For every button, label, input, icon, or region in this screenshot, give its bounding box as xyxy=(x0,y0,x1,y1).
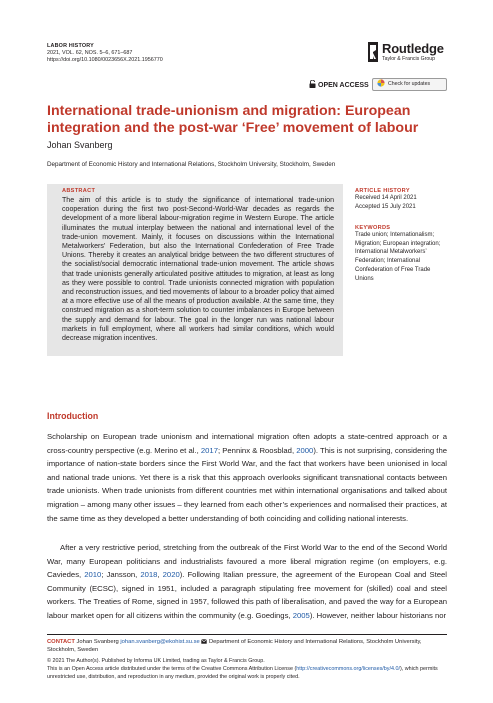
intro-p2-text-c: ). Following Italian pressure, the agreement of the European Coal and Steel Community (ECSC), signed in 1951, included a paragraph stipulating free movement for (skilled) coal and steel workers. The Treaties of Rome, signed in 1957, followed this path of liberalisation, and paved the way for a European labour market open for all citizens within the community (e.g. Goedings, xyxy=(47,570,447,620)
accepted-date: Accepted 15 July 2021 xyxy=(355,203,416,210)
routledge-logo-icon xyxy=(368,42,378,62)
check-updates-label: Check for updates xyxy=(388,81,431,87)
publisher-name: Routledge xyxy=(382,41,444,56)
open-access-lock-icon xyxy=(309,80,316,88)
abstract-text: The aim of this article is to study the significance of international trade-union cooperation during the first two post-Second-World-War decades as regards the development of a more liberal labour-migration regime in Western Europe. The article illuminates the mutual interplay between the national and international level of the trade-union movement. Mainly, it focuses on discussions within the International Metalworkers’ Federation, but also the International Confederation of Free Trade Unions. Thereby it creates an analytical bridge between the two different structures of the socialist/social democratic international trade-union movement. The article shows that trade unionists generally articulated positive attitudes to migration, at least as long as they were possible to control. Trade unionists connected migration with population and reconstruction issues, and tied movements of labour to a broader policy that aimed at a more effective use of all the means of production available. At the same time, they construed migration as a short-term solution to counter imbalances in Europe between the supply and demand for labour. The goal in the longer run was national labour markets in full employment, where all workers had similar conditions, which would decrease migration incentives. xyxy=(62,197,334,343)
license-link[interactable]: http://creativecommons.org/licenses/by/4.0/ xyxy=(296,665,400,672)
check-updates-button[interactable] xyxy=(372,78,447,91)
keywords-heading: KEYWORDS xyxy=(355,225,391,231)
abstract-heading: ABSTRACT xyxy=(62,188,96,194)
license-footer xyxy=(47,658,451,681)
license-line xyxy=(47,666,451,682)
volume-line: 2021, VOL. 62, NOS. 5–6, 671–687 xyxy=(47,50,133,56)
contact-email-link[interactable]: johan.svanberg@ekohist.su.se xyxy=(120,639,200,645)
contact-block xyxy=(47,638,451,655)
article-title: International trade-unionism and migration: European integration and the post-war ‘Free’ movement of labour xyxy=(47,103,419,136)
intro-p1-text-c: ). This is not surprising, considering the importance of nation-state borders since the First World War, and the fact that workers have been unionised in local and national trade unions. Yet there is a risk that this approach overlooks significant transnational contacts between trade unionists. When trade unionists from different countries met within international organisations and talked about migration – among many other issues – they learned from each other’s experiences and normalised their practices, at the same time as they developed a better understanding of both coinciding and colliding national interests. xyxy=(47,445,447,523)
citation-link[interactable]: 2020 xyxy=(162,570,180,580)
intro-p1-text-b: ; Penninx & Roosblad, xyxy=(217,445,297,455)
intro-paragraph-1 xyxy=(47,430,447,525)
contact-label: CONTACT xyxy=(47,639,75,645)
contact-name: Johan Svanberg xyxy=(76,639,119,645)
keywords xyxy=(355,225,450,283)
journal-header xyxy=(47,43,163,64)
section-heading-introduction: Introduction xyxy=(47,411,99,421)
keywords-list: Trade union; Internationalism; Migration; European integration; International Metalworkers’ Federation; International Confederation of Free Trade Unions xyxy=(355,232,441,282)
check-updates-icon xyxy=(377,79,385,87)
intro-paragraph-2 xyxy=(47,541,447,623)
citation-link[interactable]: 2005 xyxy=(292,610,310,620)
author-affiliation: Department of Economic History and International Relations, Stockholm University, Stockholm, Sweden xyxy=(47,161,336,168)
citation-link[interactable]: 2018 xyxy=(140,570,158,580)
article-history-heading: ARTICLE HISTORY xyxy=(355,188,410,194)
citation-link[interactable]: 2010 xyxy=(84,570,102,580)
author-name: Johan Svanberg xyxy=(47,140,113,150)
article-history xyxy=(355,188,455,211)
intro-p2-text-b: ; Jansson, xyxy=(101,570,141,580)
footer-divider xyxy=(47,634,447,635)
journal-name: LABOR HISTORY xyxy=(47,43,94,49)
copyright-line: © 2021 The Author(s). Published by Informa UK Limited, trading as Taylor & Francis Group. xyxy=(47,658,265,664)
open-access-label: OPEN ACCESS xyxy=(318,82,369,89)
doi-link[interactable]: https://doi.org/10.1080/0023656X.2021.1956770 xyxy=(47,57,163,63)
intro-p1-text-a: Scholarship on European trade unionism and international migration often adopts a state-centred approach or a cross-country perspective (e.g. Merino et al., xyxy=(47,432,447,455)
publisher-logo[interactable] xyxy=(368,42,478,66)
publisher-group: Taylor & Francis Group xyxy=(382,56,436,62)
contact-address: Department of Economic History and International Relations, Stockholm University, Stockholm, Sweden xyxy=(47,639,422,654)
envelope-icon xyxy=(201,639,207,644)
intro-p2-separator: , xyxy=(157,570,163,580)
open-access-badge xyxy=(309,80,369,89)
received-date: Received 14 April 2021 xyxy=(355,195,417,201)
citation-link[interactable]: 2000 xyxy=(296,445,314,455)
license-text-b: ), which permits unrestricted use, distribution, and reproduction in any medium, provided the original work is properly cited. xyxy=(47,665,438,680)
intro-p2-text-a: After a very restrictive period, stretching from the outbreak of the First World War to the end of the Second World War, many European politicians and industrialists favoured a more liberal migration regime (on employers, e.g. Caviedes, xyxy=(47,543,447,580)
intro-p2-text-d: ). However, neither labour historians nor xyxy=(309,610,447,620)
license-text-a: This is an Open Access article distributed under the terms of the Creative Commons Attribution License ( xyxy=(47,665,297,672)
citation-link[interactable]: 2017 xyxy=(200,445,218,455)
